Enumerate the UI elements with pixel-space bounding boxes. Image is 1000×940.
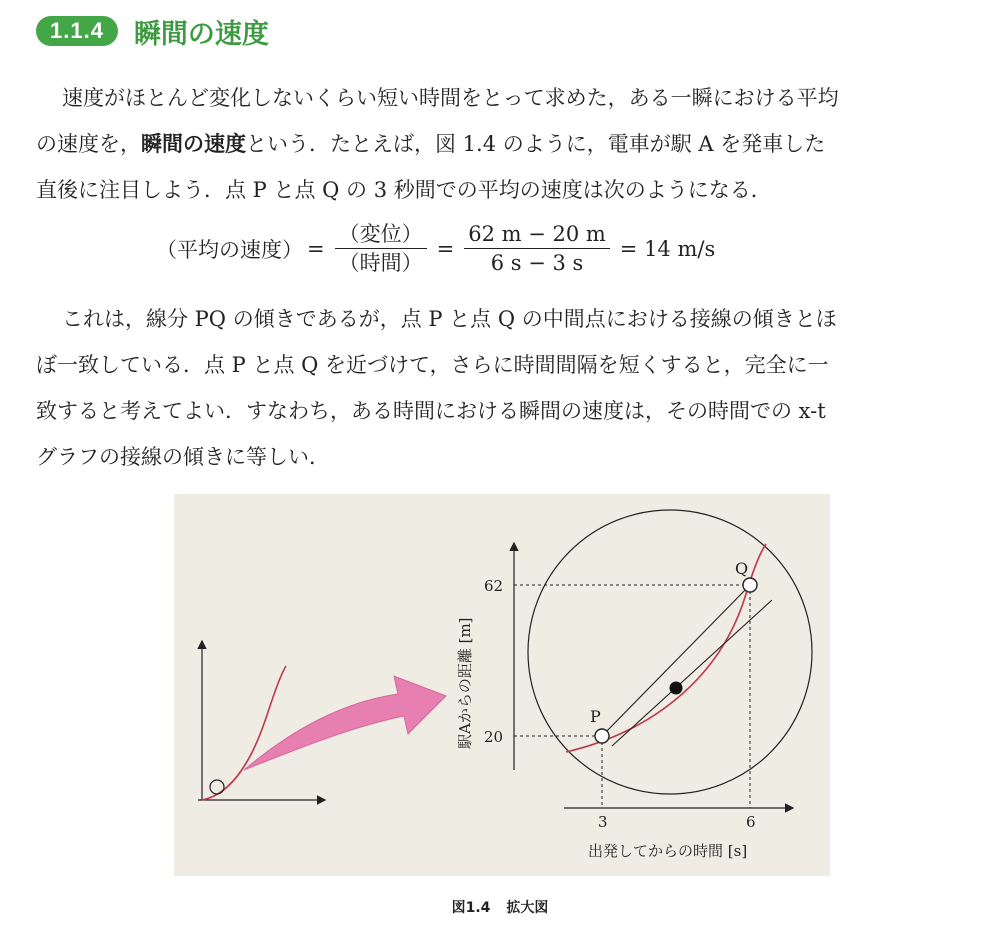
x-axis-label: 出発してからの時間 [s] — [588, 842, 748, 860]
paragraph-2-line-3: 致すると考えてよい．すなわち，ある時間における瞬間の速度は，その時間での x-t — [36, 399, 826, 423]
point-q-marker — [743, 578, 757, 592]
magnify-arrow — [244, 676, 446, 770]
figure-drawing — [174, 494, 830, 876]
zoom-region-circle — [210, 780, 224, 794]
figure-caption — [0, 897, 1000, 917]
section-number-badge: 1.1.4 — [36, 16, 118, 46]
text-segment: の速度を， — [36, 132, 141, 156]
section-heading — [36, 14, 269, 48]
text-segment: という．たとえば，図 1.4 のように，電車が駅 A を発車した — [246, 132, 826, 156]
paragraph-2-line-2: ぼ一致している．点 P と点 Q を近づけて，さらに時間間隔を短くすると，完全に一 — [36, 353, 829, 377]
point-p-label: P — [590, 707, 601, 726]
x-tick-6: 6 — [746, 813, 756, 831]
paragraph-1-line-1: 速度がほとんど変化しないくらい短い時間をとって求めた，ある一瞬における平均 — [62, 86, 839, 110]
term-instantaneous-velocity: 瞬間の速度 — [141, 132, 246, 156]
fraction-displacement-time — [335, 222, 427, 275]
fraction-numerator: 62 m − 20 m — [464, 222, 610, 249]
formula-equals: = — [307, 236, 325, 261]
y-axis-label: 駅Aからの距離 [m] — [456, 617, 474, 749]
midpoint-marker — [670, 682, 683, 695]
paragraph-1-line-3: 直後に注目しよう．点 P と点 Q の 3 秒間での平均の速度は次のようになる． — [36, 178, 772, 202]
secant-line-pq — [602, 585, 750, 736]
figure-1-4 — [174, 494, 830, 876]
paragraph-2-line-4: グラフの接線の傾きに等しい． — [36, 445, 330, 469]
y-tick-62: 62 — [484, 577, 504, 595]
point-p-marker — [595, 729, 609, 743]
average-velocity-formula — [156, 222, 719, 275]
fraction-values — [464, 222, 610, 275]
formula-lhs: （平均の速度） — [156, 237, 303, 262]
fraction-denominator: 6 s − 3 s — [490, 251, 584, 275]
paragraph-1-line-2 — [36, 121, 978, 167]
paragraph-2-line-1: これは，線分 PQ の傾きであるが，点 P と点 Q の中間点における接線の傾きとほ — [62, 307, 837, 331]
paragraph-2 — [36, 296, 978, 480]
formula-equals: = — [436, 236, 455, 261]
paragraph-1 — [36, 75, 978, 213]
fraction-denominator: （時間） — [338, 251, 423, 275]
figure-number: 図1.4 — [451, 900, 491, 916]
x-tick-3: 3 — [598, 813, 608, 831]
y-tick-20: 20 — [484, 728, 504, 746]
formula-result: = 14 m/s — [619, 236, 716, 261]
fraction-numerator: （変位） — [335, 222, 427, 249]
figure-title: 拡大図 — [506, 900, 549, 916]
section-title: 瞬間の速度 — [133, 18, 269, 50]
point-q-label: Q — [735, 559, 749, 578]
tangent-line — [612, 600, 772, 746]
